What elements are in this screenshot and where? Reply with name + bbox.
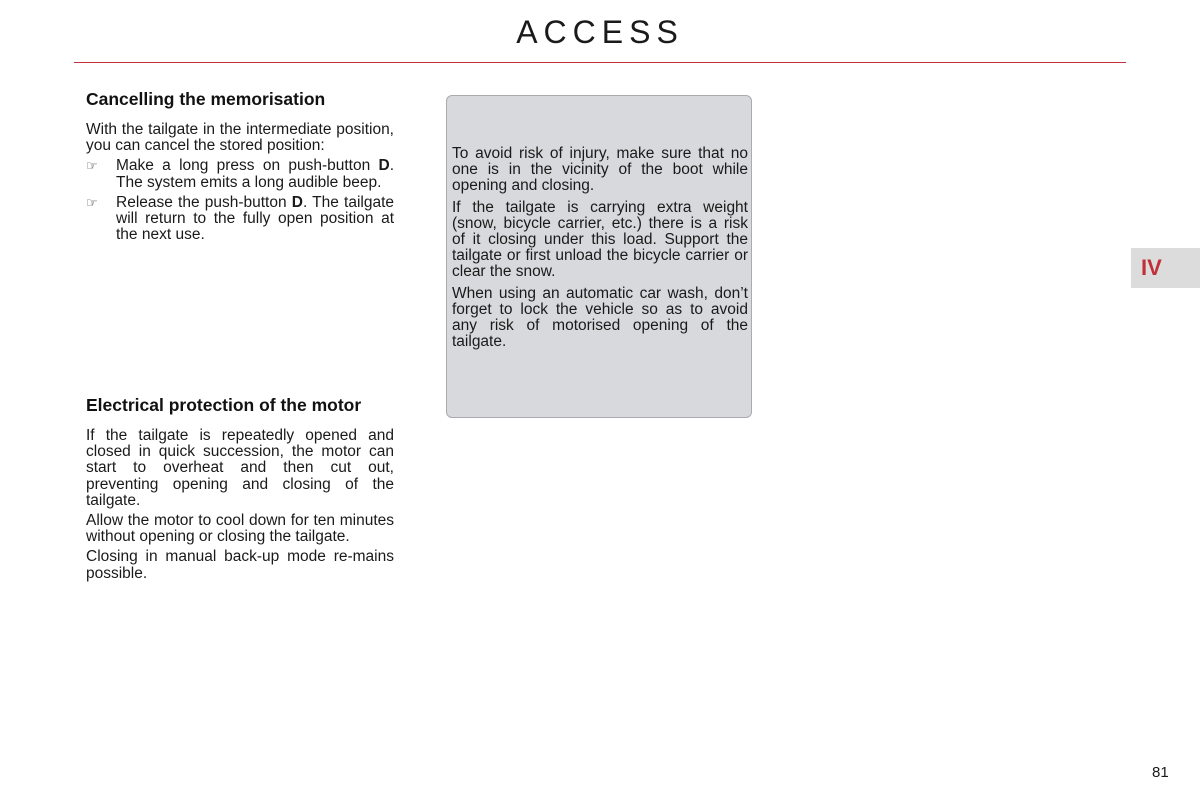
section-cancelling-memorisation xyxy=(86,90,394,247)
cancelling-steps-list xyxy=(86,158,394,243)
section-heading-cancelling: Cancelling the memorisation xyxy=(86,89,326,109)
button-reference: D xyxy=(378,157,390,175)
button-reference: D xyxy=(291,193,303,211)
list-item xyxy=(86,195,394,244)
page-title: ACCESS xyxy=(516,14,684,50)
warning-paragraph: To avoid risk of injury, make sure that no one is in the vicinity of the boot while opening and closing. xyxy=(452,145,748,195)
section-electrical-protection xyxy=(86,396,394,586)
header-divider xyxy=(74,62,1126,63)
protection-paragraph: Allow the motor to cool down for ten minutes without opening or closing the tailgate. xyxy=(86,512,394,546)
warning-content xyxy=(452,146,748,355)
page-number: 81 xyxy=(1152,764,1169,781)
step-text-after: . The tailgate will return to the fully open position at the next use. xyxy=(116,193,394,244)
warning-box xyxy=(446,95,752,418)
pointing-hand-icon: ☞ xyxy=(86,194,98,210)
chapter-tab[interactable]: IV xyxy=(1131,248,1200,288)
list-item xyxy=(86,158,394,190)
step-text-before: Release the push-button xyxy=(116,193,292,211)
section-heading-protection: Electrical protection of the motor xyxy=(86,395,362,415)
warning-paragraph: If the tailgate is carrying extra weight (snow, bicycle carrier, etc.) there is a risk of it closing under this load. Support the tailgate or first unload the bicycle carrier or clear the snow. xyxy=(452,198,748,281)
step-text-before: Make a long press on push-button xyxy=(116,157,379,175)
step-text-after: . The system emits a long audible beep. xyxy=(116,157,394,191)
protection-paragraph: Closing in manual back-up mode re-mains possible. xyxy=(86,548,394,582)
pointing-hand-icon: ☞ xyxy=(86,158,98,174)
warning-paragraph: When using an automatic car wash, don’t forget to lock the vehicle so as to avoid any risk of motorised opening of the tailgate. xyxy=(452,284,748,351)
protection-paragraph: If the tailgate is repeatedly opened and closed in quick succession, the motor can start to overheat and then cut out, preventing opening and closing of the tailgate. xyxy=(86,427,394,509)
cancelling-intro-paragraph: With the tailgate in the intermediate position, you can cancel the stored position: xyxy=(86,121,394,155)
